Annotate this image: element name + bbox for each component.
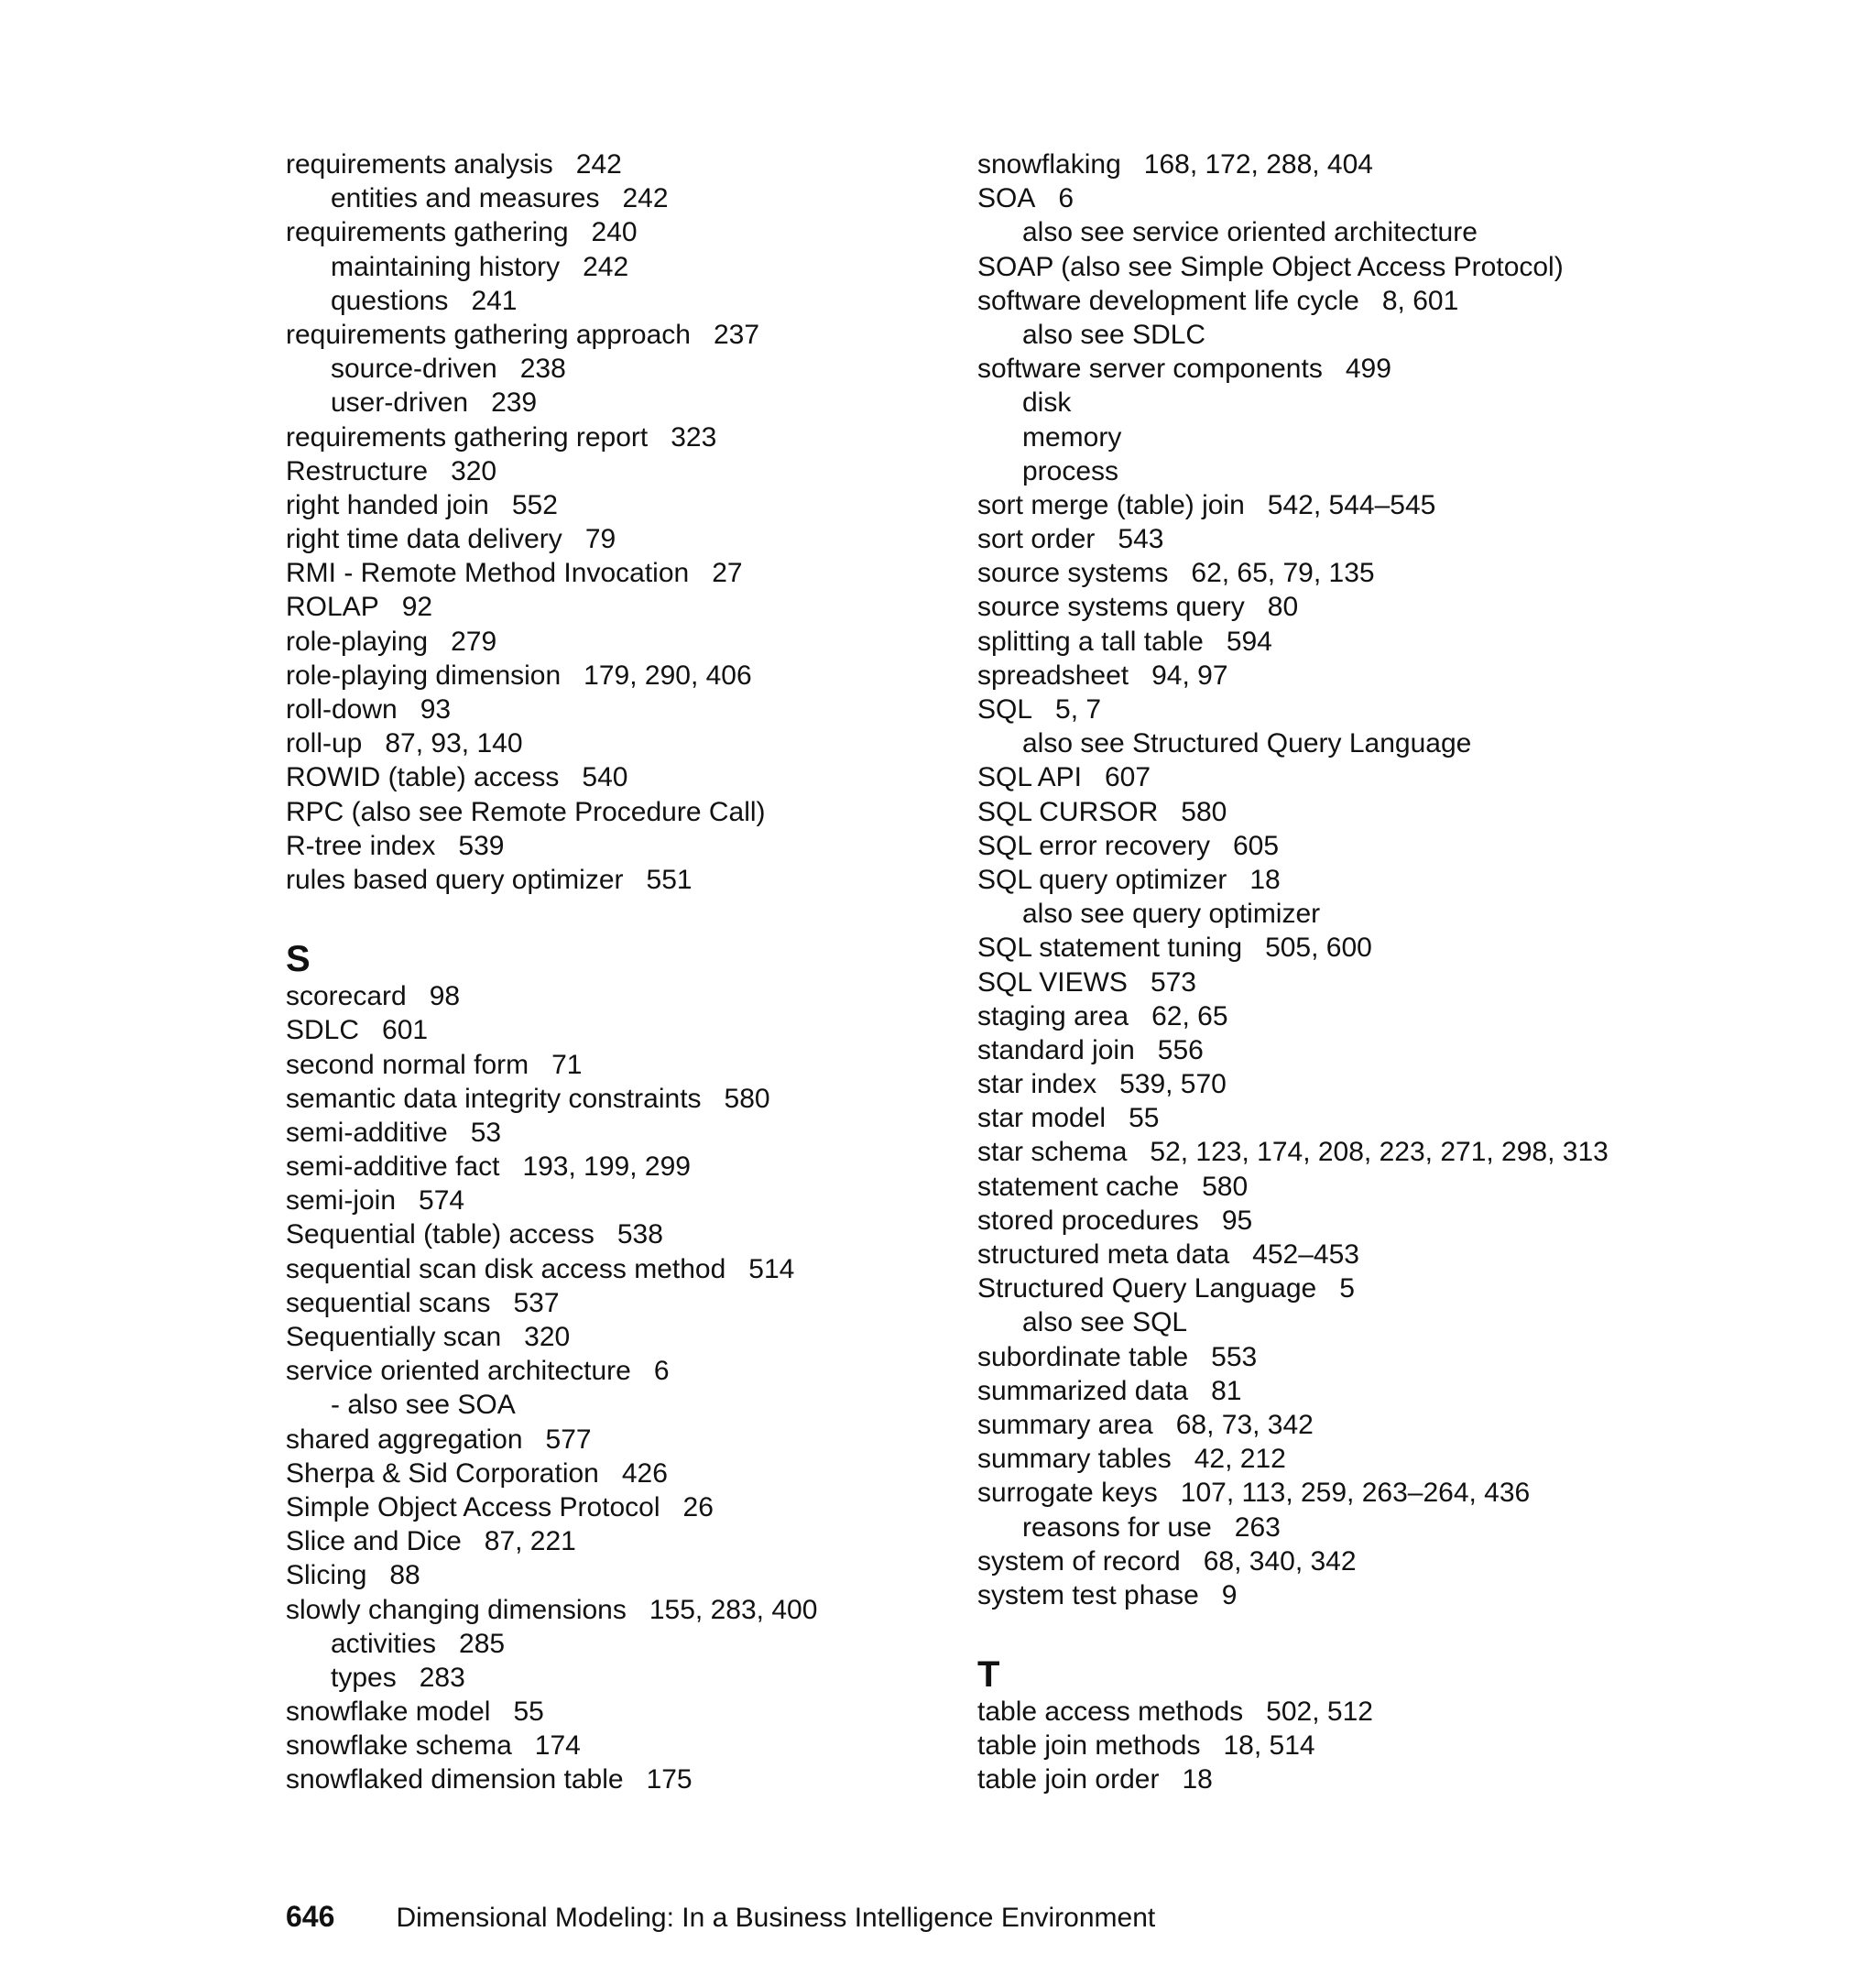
index-subentry [977, 1511, 1802, 1544]
index-term: Simple Object Access Protocol [286, 1491, 660, 1522]
index-term: ROWID (table) access [286, 762, 560, 793]
index-entry [286, 1457, 964, 1490]
index-entry [286, 522, 964, 556]
index-subentry [286, 181, 964, 215]
index-term: summary tables [977, 1444, 1172, 1475]
index-subentry [977, 386, 1802, 420]
index-entry [977, 829, 1802, 863]
page-references: 514 [748, 1253, 795, 1284]
index-term: types [331, 1662, 397, 1693]
index-term: Structured Query Language [977, 1273, 1317, 1304]
index-term: software development life cycle [977, 285, 1359, 316]
page-references: 26 [682, 1491, 714, 1522]
index-entry [977, 999, 1802, 1033]
index-entry [977, 1374, 1802, 1408]
page-references: 155, 283, 400 [649, 1594, 818, 1625]
index-term: stored procedures [977, 1205, 1199, 1236]
index-term: SQL query optimizer [977, 864, 1227, 895]
page-references: 242 [583, 251, 629, 282]
index-subentry [286, 284, 964, 318]
index-term: star schema [977, 1137, 1128, 1168]
index-entry [977, 1067, 1802, 1101]
index-entry [286, 979, 964, 1013]
index-subentry [286, 386, 964, 420]
index-term: requirements gathering approach [286, 319, 691, 350]
index-term: rules based query optimizer [286, 864, 624, 895]
index-term: standard join [977, 1034, 1135, 1065]
index-entry [286, 1490, 964, 1524]
index-term: second normal form [286, 1049, 529, 1080]
index-entry [977, 1033, 1802, 1067]
index-entry [286, 1082, 964, 1116]
index-term: role-playing [286, 626, 429, 657]
index-entry [977, 284, 1802, 318]
page-references: 263 [1234, 1511, 1281, 1543]
index-term: table join methods [977, 1730, 1201, 1762]
index-entry [977, 1762, 1802, 1796]
index-term: Sherpa & Sid Corporation [286, 1457, 599, 1489]
index-entry [977, 795, 1802, 829]
index-term: requirements analysis [286, 149, 553, 180]
index-entry [977, 625, 1802, 659]
index-term: sort merge (table) join [977, 489, 1245, 520]
page-references: 574 [419, 1185, 465, 1217]
page-references: 605 [1232, 830, 1280, 861]
page-references: 539 [458, 830, 505, 861]
index-term: system of record [977, 1545, 1181, 1577]
index-entry [286, 454, 964, 488]
index-term: table access methods [977, 1697, 1244, 1728]
page-references: 238 [519, 354, 566, 385]
index-subentry [977, 897, 1802, 931]
index-term: requirements gathering [286, 217, 569, 248]
page-references: 6 [1058, 183, 1074, 214]
index-term: subordinate table [977, 1341, 1189, 1372]
page-references: 79 [584, 524, 616, 555]
index-entry [286, 1762, 964, 1796]
page-references: 283 [419, 1662, 465, 1693]
page-references: 607 [1104, 762, 1151, 793]
index-term: snowflake schema [286, 1730, 512, 1762]
index-term: semi-additive fact [286, 1151, 500, 1183]
index-entry [286, 1423, 964, 1457]
index-entry [286, 693, 964, 726]
page-references: 81 [1211, 1375, 1242, 1406]
index-subentry [977, 318, 1802, 352]
index-entry [977, 1695, 1802, 1729]
index-subentry [286, 1627, 964, 1661]
page-references: 174 [534, 1730, 581, 1762]
page-references: 279 [451, 626, 497, 657]
index-term: requirements gathering report [286, 421, 649, 453]
index-entry [286, 760, 964, 794]
index-term: roll-up [286, 728, 363, 759]
index-entry [977, 1476, 1802, 1510]
index-entry [977, 966, 1802, 999]
page-references: 8, 601 [1381, 285, 1459, 316]
page-references: 323 [671, 421, 717, 453]
index-term: Slicing [286, 1560, 367, 1591]
index-entry [977, 1170, 1802, 1204]
page-references: 87, 93, 140 [385, 728, 523, 759]
index-term: source-driven [331, 354, 497, 385]
index-term: service oriented architecture [286, 1356, 631, 1387]
index-term: SOA [977, 183, 1036, 214]
index-subentry [286, 1661, 964, 1695]
index-entry [286, 1524, 964, 1558]
index-term: role-playing dimension [286, 660, 562, 691]
book-title: Dimensional Modeling: In a Business Intelligence Environment [396, 1903, 1156, 1933]
index-term: sequential scans [286, 1287, 491, 1318]
index-entry [286, 1048, 964, 1082]
page-references: 27 [712, 558, 743, 589]
index-entry [977, 1271, 1802, 1305]
index-entry [977, 1408, 1802, 1442]
index-term: sequential scan disk access method [286, 1253, 726, 1284]
page-references: 94, 97 [1151, 660, 1228, 691]
index-term: Restructure [286, 455, 429, 486]
index-entry [977, 352, 1802, 386]
index-term: SQL VIEWS [977, 966, 1128, 998]
page-references: 242 [575, 149, 622, 180]
index-term: maintaining history [331, 251, 561, 282]
page-references: 107, 113, 259, 263–264, 436 [1180, 1478, 1531, 1509]
page-references: 426 [621, 1457, 668, 1489]
index-term: process [1022, 455, 1119, 486]
page-references: 6 [653, 1356, 670, 1387]
page-number: 646 [286, 1900, 335, 1933]
index-entry [286, 1558, 964, 1592]
section-heading: T [977, 1654, 1000, 1696]
index-entry [977, 863, 1802, 897]
index-term: also see SQL [1022, 1307, 1188, 1338]
index-entry [286, 1320, 964, 1354]
index-term: sort order [977, 524, 1096, 555]
index-term: reasons for use [1022, 1511, 1212, 1543]
page-references: 93 [420, 694, 452, 725]
page-references: 552 [511, 489, 558, 520]
page-references: 168, 172, 288, 404 [1143, 149, 1373, 180]
index-entry [286, 556, 964, 590]
page-references: 52, 123, 174, 208, 223, 271, 298, 313 [1150, 1137, 1609, 1168]
index-entry [977, 693, 1802, 726]
index-entry [977, 760, 1802, 794]
index-term: RMI - Remote Method Invocation [286, 558, 690, 589]
index-term: semi-join [286, 1185, 397, 1217]
index-term: scorecard [286, 981, 407, 1012]
page-references: 18 [1182, 1764, 1213, 1795]
index-term: Sequential (table) access [286, 1219, 594, 1250]
index-entry [977, 556, 1802, 590]
index-entry [977, 659, 1802, 693]
index-term: - also see SOA [331, 1390, 516, 1421]
index-term: questions [331, 285, 449, 316]
index-term: splitting a tall table [977, 626, 1204, 657]
page-references: 71 [551, 1049, 583, 1080]
index-term: Sequentially scan [286, 1322, 502, 1352]
index-entry [977, 1135, 1802, 1169]
index-entry [977, 1544, 1802, 1578]
index-term: summary area [977, 1409, 1153, 1440]
index-entry [977, 250, 1802, 284]
index-term: SQL error recovery [977, 830, 1210, 861]
index-entry [286, 318, 964, 352]
index-term: Slice and Dice [286, 1526, 462, 1557]
index-entry [977, 1578, 1802, 1612]
page-references: 80 [1267, 592, 1299, 623]
index-entry [286, 1593, 964, 1627]
index-entry [286, 659, 964, 693]
page-references: 237 [713, 319, 760, 350]
page-references: 543 [1118, 524, 1164, 555]
page-references: 502, 512 [1266, 1697, 1373, 1728]
index-entry [286, 1286, 964, 1320]
page-references: 5, 7 [1055, 694, 1102, 725]
index-term: star index [977, 1069, 1097, 1100]
page-references: 452–453 [1252, 1239, 1359, 1270]
page-references: 175 [646, 1764, 693, 1795]
page-references: 68, 340, 342 [1203, 1545, 1357, 1577]
index-entry [286, 726, 964, 760]
index-term: source systems query [977, 592, 1245, 623]
page-references: 68, 73, 342 [1175, 1409, 1314, 1440]
index-term: SQL CURSOR [977, 796, 1159, 827]
index-term: slowly changing dimensions [286, 1594, 627, 1625]
page-references: 241 [471, 285, 518, 316]
index-subentry [286, 352, 964, 386]
page-references: 18, 514 [1223, 1730, 1315, 1762]
index-entry [977, 590, 1802, 624]
index-subentry [977, 454, 1802, 488]
index-entry [977, 1729, 1802, 1762]
index-subentry [977, 1305, 1802, 1339]
index-term: SOAP (also see Simple Object Access Protocol) [977, 251, 1564, 282]
index-term: RPC (also see Remote Procedure Call) [286, 796, 766, 827]
index-term: entities and measures [331, 183, 600, 214]
index-subentry [286, 1388, 964, 1422]
index-term: spreadsheet [977, 660, 1129, 691]
index-entry [286, 1729, 964, 1762]
page-references: 580 [1202, 1171, 1249, 1202]
index-column-right [977, 147, 1802, 1797]
index-term: SQL statement tuning [977, 933, 1243, 964]
index-entry [286, 1013, 964, 1047]
page-references: 239 [491, 387, 538, 419]
index-term: table join order [977, 1764, 1160, 1795]
page-references: 285 [459, 1628, 506, 1659]
index-entry [286, 1252, 964, 1286]
page-references: 242 [622, 183, 669, 214]
index-entry [286, 590, 964, 624]
index-term: roll-down [286, 694, 398, 725]
index-term: also see Structured Query Language [1022, 728, 1472, 759]
index-entry [286, 795, 964, 829]
page-references: 542, 544–545 [1267, 489, 1436, 520]
page-references: 18 [1249, 864, 1281, 895]
index-entry [977, 147, 1802, 181]
page-references: 537 [513, 1287, 560, 1318]
page-references: 551 [646, 864, 693, 895]
index-entry [977, 1101, 1802, 1135]
index-subentry [977, 215, 1802, 249]
index-term: right handed join [286, 489, 489, 520]
index-term: snowflaked dimension table [286, 1764, 624, 1795]
index-term: also see SDLC [1022, 319, 1206, 350]
page-references: 179, 290, 406 [584, 660, 752, 691]
page-references: 580 [724, 1083, 770, 1114]
index-entry [977, 181, 1802, 215]
page-references: 42, 212 [1194, 1444, 1286, 1475]
index-subentry [286, 250, 964, 284]
page-references: 55 [513, 1697, 544, 1728]
index-term: also see service oriented architecture [1022, 217, 1478, 248]
page-references: 580 [1181, 796, 1227, 827]
page-references: 98 [429, 981, 461, 1012]
page-references: 5 [1339, 1273, 1355, 1304]
index-entry [286, 1217, 964, 1251]
index-term: snowflaking [977, 149, 1121, 180]
page-references: 193, 199, 299 [522, 1151, 691, 1183]
page-references: 601 [382, 1015, 429, 1046]
index-term: memory [1022, 421, 1122, 453]
index-term: semi-additive [286, 1117, 448, 1148]
index-entry [286, 1354, 964, 1388]
page-references: 53 [470, 1117, 502, 1148]
page-references: 539, 570 [1119, 1069, 1227, 1100]
index-term: statement cache [977, 1171, 1180, 1202]
index-term: also see query optimizer [1022, 899, 1321, 930]
index-term: disk [1022, 387, 1072, 419]
page-references: 573 [1150, 966, 1196, 998]
section-heading: S [286, 939, 311, 980]
index-entry [286, 625, 964, 659]
index-entry [977, 522, 1802, 556]
page-references: 95 [1221, 1205, 1253, 1236]
index-term: staging area [977, 1000, 1129, 1031]
page-references: 9 [1221, 1579, 1238, 1610]
page-references: 577 [545, 1424, 592, 1455]
index-term: software server components [977, 354, 1323, 385]
page-footer [286, 1900, 1155, 1934]
index-entry [286, 1184, 964, 1217]
page-references: 320 [524, 1322, 571, 1352]
index-term: summarized data [977, 1375, 1189, 1406]
index-term: right time data delivery [286, 524, 562, 555]
index-term: shared aggregation [286, 1424, 523, 1455]
index-entry [286, 420, 964, 454]
index-subentry [977, 726, 1802, 760]
index-term: snowflake model [286, 1697, 491, 1728]
page-references: 88 [389, 1560, 420, 1591]
index-entry [977, 1442, 1802, 1476]
index-term: SQL [977, 694, 1033, 725]
index-entry [286, 147, 964, 181]
page-references: 240 [591, 217, 638, 248]
index-term: R-tree index [286, 830, 436, 861]
index-term: structured meta data [977, 1239, 1230, 1270]
index-entry [977, 488, 1802, 522]
page-references: 540 [582, 762, 628, 793]
page-references: 499 [1345, 354, 1391, 385]
index-entry [977, 1204, 1802, 1238]
index-entry [977, 931, 1802, 965]
index-entry [286, 1695, 964, 1729]
index-entry [977, 1340, 1802, 1374]
page-references: 62, 65, 79, 135 [1191, 558, 1375, 589]
index-term: star model [977, 1103, 1107, 1134]
page-references: 87, 221 [484, 1526, 576, 1557]
index-term: semantic data integrity constraints [286, 1083, 702, 1114]
page-references: 553 [1211, 1341, 1258, 1372]
page-references: 538 [616, 1219, 663, 1250]
index-entry [977, 1238, 1802, 1271]
index-term: system test phase [977, 1579, 1199, 1610]
index-entry [286, 215, 964, 249]
index-entry [286, 1150, 964, 1184]
index-entry [286, 488, 964, 522]
index-term: ROLAP [286, 592, 379, 623]
index-entry [286, 829, 964, 863]
page-references: 556 [1157, 1034, 1204, 1065]
index-term: source systems [977, 558, 1169, 589]
index-subentry [977, 420, 1802, 454]
index-term: SQL API [977, 762, 1082, 793]
page-references: 594 [1226, 626, 1272, 657]
index-term: activities [331, 1628, 437, 1659]
index-term: SDLC [286, 1015, 360, 1046]
index-entry [286, 863, 964, 897]
page-references: 320 [451, 455, 497, 486]
index-entry [286, 1116, 964, 1150]
index-term: user-driven [331, 387, 469, 419]
page-references: 55 [1129, 1103, 1160, 1134]
index-term: surrogate keys [977, 1478, 1158, 1509]
page-references: 505, 600 [1265, 933, 1372, 964]
index-column-left [286, 147, 964, 1797]
page-references: 62, 65 [1151, 1000, 1228, 1031]
page-references: 92 [401, 592, 433, 623]
